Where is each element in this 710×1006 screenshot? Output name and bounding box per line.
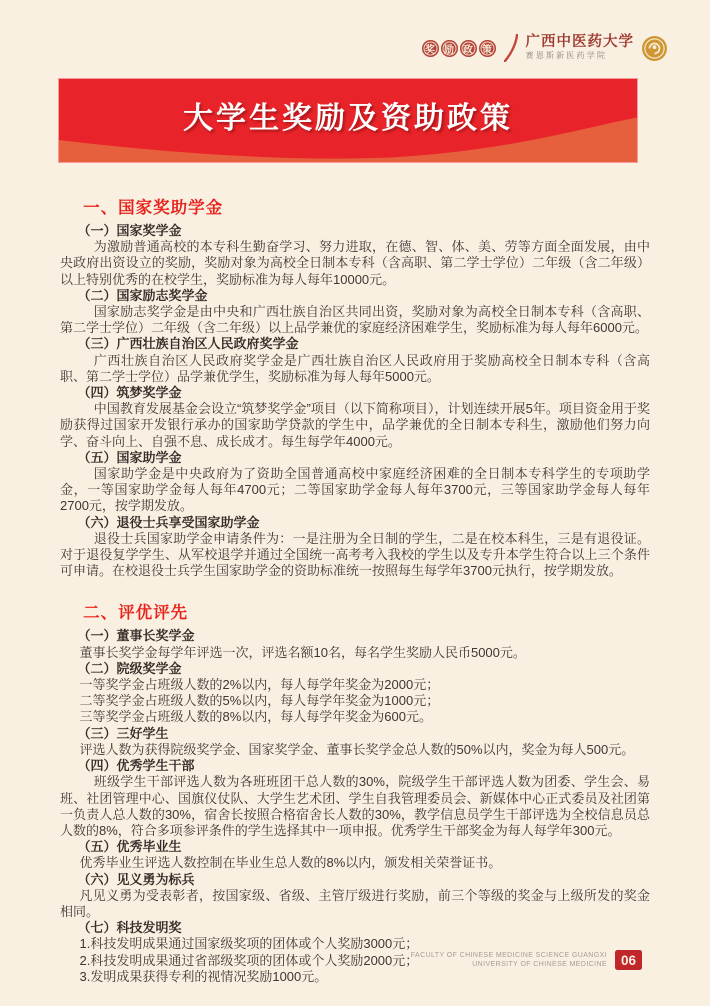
- college-name: 赛恩斯新医药学院: [525, 51, 608, 60]
- page-number-badge: 06: [615, 950, 642, 970]
- swoosh-divider-icon: [504, 34, 518, 62]
- item-heading: （三）三好学生: [77, 725, 169, 741]
- policy-item: [60, 288, 650, 337]
- item-heading: （四）筑梦奖学金: [77, 385, 182, 401]
- policy-item: [60, 223, 650, 288]
- policy-item: [60, 839, 650, 871]
- item-heading: （二）院级奖学金: [77, 660, 182, 676]
- item-paragraph: 班级学生干部评选人数为各班班团干总人数的30%，院级学生干部评选人数为团委、学生会、易班、社团管理中心、国旗仪仗队、大学生艺术团、学生自我管理委员会、新媒体中心正式委员及社团第一负责人总人数的30%，宿舍长按照合格宿舍长人数的30%，教学信息员学生干部评选为全校信息员总人数的8%，符合多项参评条件的学生选择其中一项申报。优秀学生干部奖金为每人每学年300元。: [60, 774, 650, 838]
- item-heading: （二）国家励志奖学金: [77, 287, 208, 303]
- item-paragraph: 优秀毕业生评选人数控制在毕业生总人数的8%以内，颁发相关荣誉证书。: [79, 855, 502, 871]
- policy-item: [60, 515, 650, 580]
- policy-item: [60, 385, 650, 450]
- item-heading: （七）科技发明奖: [77, 920, 182, 936]
- policy-item: [60, 661, 650, 726]
- footer-caption: [411, 951, 607, 970]
- document-body: [0, 198, 710, 985]
- tag-char: 政: [460, 40, 477, 57]
- policy-item: [60, 726, 650, 758]
- item-paragraph: 为激励普通高校的本专科生勤奋学习、努力进取，在德、智、体、美、劳等方面全面发展，由中央政府出资设立的奖励，奖励对象为高校全日制本专科（含高职、第二学士学位）二年级（含二年级）以上特别优秀的在校学生，奖励标准为每人每年10000元。: [60, 239, 650, 287]
- item-heading: （五）优秀毕业生: [77, 839, 182, 855]
- item-paragraph: 凡见义勇为受表彰者，按国家级、省级、主管厅级进行奖励，前三个等级的奖金与上级所发的奖金相同。: [60, 887, 650, 919]
- policy-item: [60, 872, 650, 921]
- item-paragraph: 国家助学金是中央政府为了资助全国普通高校中家庭经济困难的全日制本专科学生的专项助学金，一等国家助学金每人每年4700元；二等国家助学金每人每年3700元，三等国家助学金每人每年2700元，按学期发放。: [60, 466, 650, 514]
- tag-char: 励: [441, 40, 458, 57]
- page-footer: [411, 950, 642, 970]
- policy-item: [60, 758, 650, 839]
- item-heading: （三）广西壮族自治区人民政府奖学金: [77, 336, 299, 352]
- footer-line1: FACULTY OF CHINESE MEDICINE SCIENCE GUANGXI: [410, 951, 607, 959]
- item-paragraph: 退役士兵国家助学金申请条件为：一是注册为全日制的学生，二是在校本科生，三是有退役证。对于退役复学学生、从军校退学并通过全国统一高考考入我校的学生以及专升本学生符合以上三个条件可申请。在校退役士兵学生国家助学金的资助标准统一按照每生每学年3700元执行，按学期发放。: [60, 530, 650, 579]
- item-heading: （六）退役士兵享受国家助学金: [77, 514, 260, 530]
- tag-char: 策: [479, 40, 496, 57]
- policy-item: [60, 628, 650, 660]
- item-paragraph: 2.科技发明成果通过省部级奖项的团体或个人奖励2000元；: [79, 952, 419, 968]
- policy-tag: [422, 40, 496, 57]
- item-paragraph: 国家励志奖学金是由中央和广西壮族自治区共同出资，奖励对象为高校全日制本专科（含高职、第二学士学位）二年级（含二年级）以上品学兼优的家庭经济困难学生，奖励标准为每人每年6000元。: [60, 304, 650, 336]
- section-title: 一、国家奖助学金: [83, 199, 224, 217]
- item-paragraph: 一等奖学金占班级人数的2%以内，每人每学年奖金为2000元；: [79, 677, 440, 693]
- item-paragraph: 广西壮族自治区人民政府奖学金是广西壮族自治区人民政府用于奖励高校全日制本专科（含高职、第二学士学位）品学兼优学生，奖励标准为每人每年5000元。: [60, 352, 650, 384]
- policy-item: [60, 336, 650, 385]
- item-heading: （一）董事长奖学金: [77, 628, 195, 644]
- university-name: 广西中医药大学: [525, 34, 634, 50]
- section-merit-awards: [60, 603, 650, 984]
- university-seal-icon: [641, 35, 668, 62]
- item-paragraph: 3.发明成果获得专利的视情况奖励1000元。: [79, 968, 328, 984]
- section-title: 二、评优评先: [83, 604, 189, 623]
- university-block: [526, 35, 635, 61]
- item-paragraph: 二等奖学金占班级人数的5%以内，每人每学年奖金为1000元；: [79, 693, 440, 709]
- item-heading: （四）优秀学生干部: [77, 758, 195, 774]
- policy-item: [60, 450, 650, 515]
- page-header: [422, 34, 669, 62]
- item-heading: （一）国家奖学金: [77, 223, 182, 238]
- item-paragraph: 中国教育发展基金会设立“筑梦奖学金”项目（以下简称项目），计划连续开展5年。项目资金用于奖励获得过国家开发银行承办的国家助学贷款的学生中，品学兼优的全日制本专科生，激励他们努力向学、奋斗向上、自强不息、成长成才。每生每学年4000元。: [60, 401, 650, 449]
- title-banner: [58, 78, 638, 163]
- footer-line2: UNIVERSITY OF CHINESE MEDICINE: [472, 961, 607, 968]
- section-national-scholarships: [60, 198, 650, 579]
- item-paragraph: 1.科技发明成果通过国家级奖项的团体或个人奖励3000元；: [79, 936, 419, 952]
- tag-char: 奖: [422, 40, 439, 57]
- item-paragraph: 董事长奖学金每学年评选一次，评选名额10名，每名学生奖励人民币5000元。: [79, 644, 526, 660]
- page-title: 大学生奖励及资助政策: [183, 101, 513, 135]
- item-paragraph: 三等奖学金占班级人数的8%以内，每人每学年奖金为600元。: [79, 709, 432, 725]
- item-paragraph: 评选人数为获得院级奖学金、国家奖学金、董事长奖学金总人数的50%以内，奖金为每人500元。: [79, 741, 635, 757]
- item-heading: （五）国家助学金: [77, 449, 182, 465]
- item-heading: （六）见义勇为标兵: [77, 871, 195, 887]
